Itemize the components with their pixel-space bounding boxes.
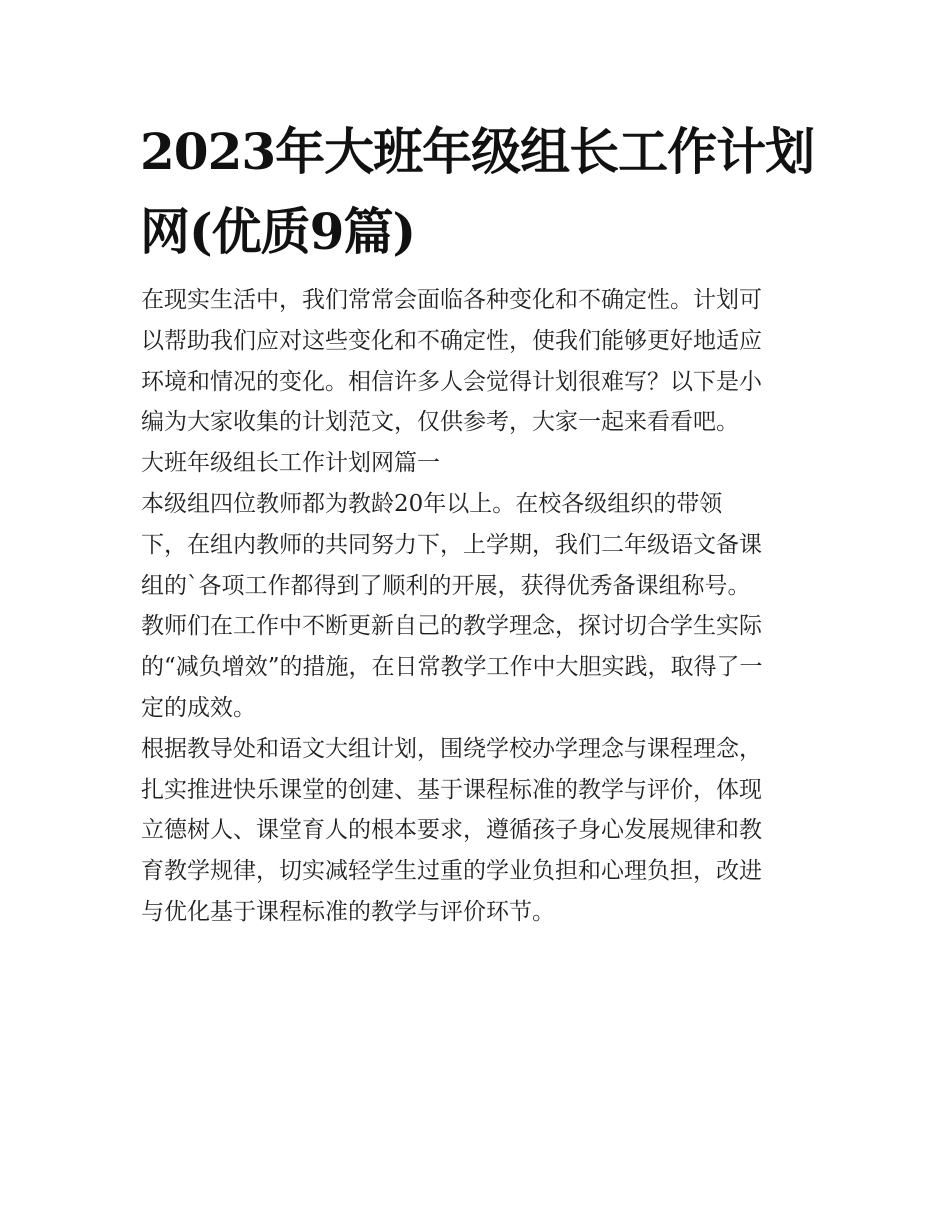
intro-line: 以帮助我们应对这些变化和不确定性，使我们能够更好地适应 xyxy=(141,327,762,354)
intro-line: 在现实生活中，我们常常会面临各种变化和不确定性。计划可 xyxy=(141,287,762,313)
paragraph-line: 的“减负增效”的措施，在日常教学工作中大胆实践，取得了一 xyxy=(141,654,763,681)
title-line: 网(优质9篇) xyxy=(140,202,416,261)
title-line: 2023年大班年级组长工作计划 xyxy=(140,122,815,181)
section-heading: 大班年级组长工作计划网篇一 xyxy=(141,450,440,477)
paragraph-line: 组的`各项工作都得到了顺利的开展，获得优秀备课组称号。 xyxy=(141,572,751,599)
paragraph-line: 下，在组内教师的共同努力下，上学期，我们二年级语文备课 xyxy=(141,531,762,558)
paragraph-line: 育教学规律，切实减轻学生过重的学业负担和心理负担，改进 xyxy=(141,858,762,885)
paragraph-line: 与优化基于课程标准的教学与评价环节。 xyxy=(141,898,555,925)
paragraph-line: 立德树人、课堂育人的根本要求，遵循孩子身心发展规律和教 xyxy=(141,817,762,844)
intro-line: 环境和情况的变化。相信许多人会觉得计划很难写？以下是小 xyxy=(141,368,762,395)
paragraph-line: 本级组四位教师都为教龄20年以上。在校各级组织的带领 xyxy=(141,490,723,517)
document-body xyxy=(141,280,821,933)
paragraph-line: 根据教导处和语文大组计划，围绕学校办学理念与课程理念， xyxy=(141,735,762,762)
document-title xyxy=(140,112,820,272)
paragraph-line: 定的成效。 xyxy=(141,694,256,721)
intro-line: 编为大家收集的计划范文，仅供参考，大家一起来看看吧。 xyxy=(141,409,739,436)
paragraph-line: 教师们在工作中不断更新自己的教学理念，探讨切合学生实际 xyxy=(141,613,762,640)
paragraph-line: 扎实推进快乐课堂的创建、基于课程标准的教学与评价，体现 xyxy=(141,776,762,803)
